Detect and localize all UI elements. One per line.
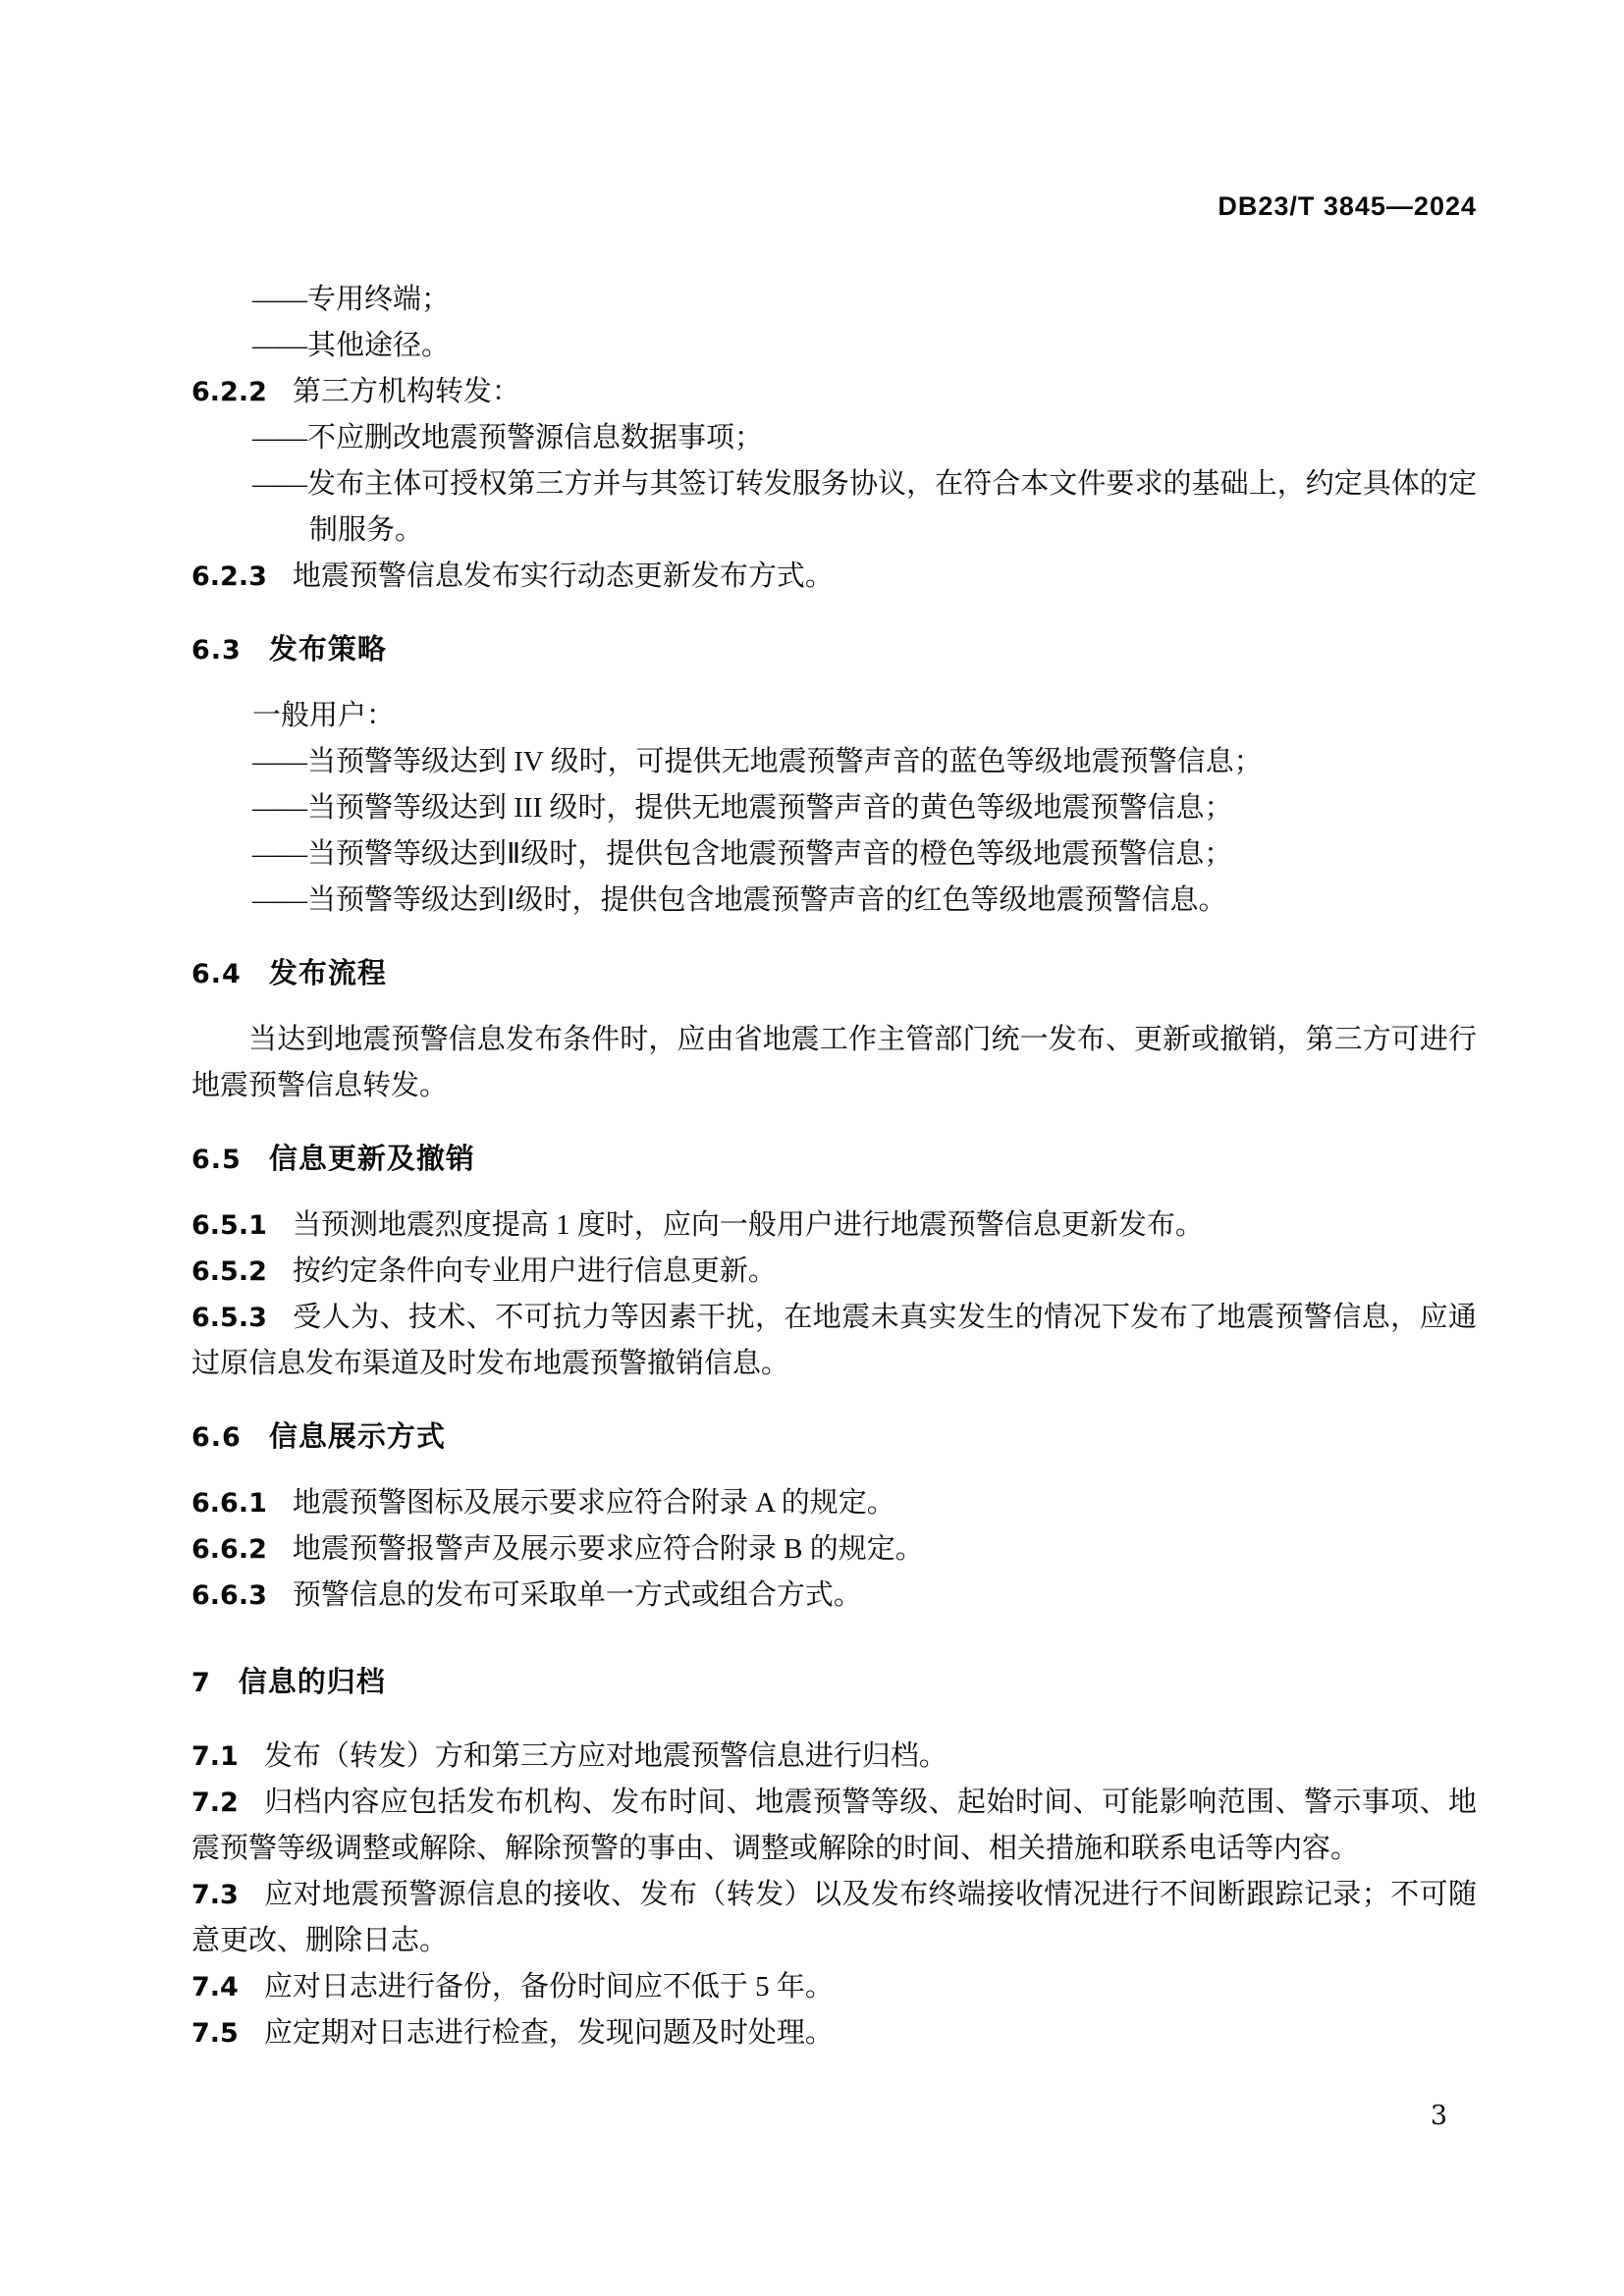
section-heading — [191, 1415, 1477, 1461]
clause-text: 应对日志进行备份，备份时间应不低于 5 年。 — [263, 1971, 834, 2002]
document-body — [191, 277, 1477, 2056]
clause-text: 受人为、技术、不可抗力等因素干扰，在地震未真实发生的情况下发布了地震预警信息，应通过原信息发布渠道及时发布地震预警撤销信息。 — [191, 1302, 1477, 1379]
clause-number: 6.5.1 — [191, 1210, 267, 1241]
heading-number: 6.5 — [191, 1145, 242, 1175]
section-heading — [191, 627, 1477, 673]
clause-number: 6.2.3 — [191, 561, 267, 592]
dash-marker: —— — [252, 792, 305, 824]
list-item-text: 当预警等级达到Ⅱ级时，提供包含地震预警声音的橙色等级地震预警信息； — [307, 838, 1233, 870]
clause — [191, 1573, 1477, 1619]
heading-text: 发布策略 — [268, 634, 387, 666]
list-item — [191, 415, 1477, 461]
clause-number: 7.1 — [191, 1741, 239, 1772]
clause-text: 当预测地震烈度提高 1 度时，应向一般用户进行地震预警信息更新发布。 — [292, 1209, 1204, 1241]
section-heading — [191, 1660, 1477, 1706]
list-intro-text: 一般用户： — [252, 700, 396, 731]
clause-text: 预警信息的发布可采取单一方式或组合方式。 — [292, 1579, 862, 1611]
clause-number: 7.3 — [191, 1880, 239, 1910]
dash-marker: —— — [252, 468, 305, 500]
section-heading — [191, 951, 1477, 997]
clause-number: 7.2 — [191, 1788, 239, 1818]
heading-text: 信息更新及撤销 — [268, 1144, 475, 1175]
list-item-text: 当预警等级达到 III 级时，提供无地震预警声音的黄色等级地震预警信息； — [307, 792, 1233, 824]
clause-text: 按约定条件向专业用户进行信息更新。 — [292, 1255, 777, 1287]
list-item — [191, 461, 1477, 554]
page-number: 3 — [1430, 2101, 1447, 2131]
clause-number: 6.2.2 — [191, 377, 267, 407]
paragraph — [191, 1017, 1477, 1109]
list-item — [191, 831, 1477, 878]
heading-text: 发布流程 — [268, 958, 387, 989]
clause-number: 7.5 — [191, 2018, 239, 2049]
list-intro — [191, 693, 1477, 739]
list-item — [191, 785, 1477, 831]
paragraph-text: 当达到地震预警信息发布条件时，应由省地震工作主管部门统一发布、更新或撤销，第三方可进行地震预警信息转发。 — [191, 1024, 1477, 1101]
clause — [191, 1964, 1477, 2010]
heading-number: 6.4 — [191, 959, 242, 989]
clause-number: 6.6.3 — [191, 1580, 267, 1611]
list-item-text: 发布主体可授权第三方并与其签订转发服务协议，在符合本文件要求的基础上，约定具体的定制服务。 — [307, 468, 1477, 546]
document-code: DB23/T 3845—2024 — [1218, 191, 1477, 221]
list-item-text: 不应删改地震预警源信息数据事项； — [307, 422, 764, 454]
section-heading — [191, 1137, 1477, 1183]
clause — [191, 1526, 1477, 1573]
heading-text: 信息的归档 — [238, 1667, 386, 1698]
clause — [191, 1872, 1477, 1964]
dash-marker: —— — [252, 838, 305, 870]
dash-marker: —— — [252, 746, 305, 777]
clause — [191, 369, 1477, 415]
dash-marker: —— — [252, 284, 305, 315]
heading-text: 信息展示方式 — [268, 1421, 446, 1453]
clause-number: 7.4 — [191, 1972, 239, 2002]
clause — [191, 1480, 1477, 1526]
clause-text: 地震预警图标及展示要求应符合附录 A 的规定。 — [292, 1487, 895, 1519]
clause-text: 地震预警信息发布实行动态更新发布方式。 — [292, 561, 834, 592]
heading-number: 6.3 — [191, 635, 242, 666]
list-item-text: 专用终端； — [307, 284, 451, 315]
dash-marker: —— — [252, 422, 305, 454]
clause — [191, 1734, 1477, 1780]
clause — [191, 2010, 1477, 2056]
heading-number: 7 — [191, 1668, 211, 1698]
clause-text: 归档内容应包括发布机构、发布时间、地震预警等级、起始时间、可能影响范围、警示事项、地震预警等级调整或解除、解除预警的事由、调整或解除的时间、相关措施和联系电话等内容。 — [191, 1787, 1477, 1864]
list-item-text: 其他途径。 — [307, 330, 451, 361]
list-item — [191, 878, 1477, 924]
clause-number: 6.6.1 — [191, 1488, 267, 1519]
clause-text: 应对地震预警源信息的接收、发布（转发）以及发布终端接收情况进行不间断跟踪记录；不可随意更改、删除日志。 — [191, 1879, 1477, 1956]
list-item — [191, 277, 1477, 323]
clause — [191, 1249, 1477, 1295]
clause-number: 6.5.3 — [191, 1303, 267, 1333]
dash-marker: —— — [252, 330, 305, 361]
clause-text: 地震预警报警声及展示要求应符合附录 B 的规定。 — [292, 1533, 924, 1565]
clause — [191, 554, 1477, 600]
heading-number: 6.6 — [191, 1422, 242, 1453]
clause-number: 6.5.2 — [191, 1256, 267, 1287]
clause-number: 6.6.2 — [191, 1534, 267, 1565]
clause-text: 应定期对日志进行检查，发现问题及时处理。 — [263, 2017, 834, 2049]
list-item — [191, 323, 1477, 369]
clause-text: 发布（转发）方和第三方应对地震预警信息进行归档。 — [263, 1740, 947, 1772]
clause-text: 第三方机构转发： — [292, 376, 520, 407]
list-item-text: 当预警等级达到Ⅰ级时，提供包含地震预警声音的红色等级地震预警信息。 — [307, 884, 1227, 916]
clause — [191, 1295, 1477, 1387]
list-item — [191, 739, 1477, 785]
clause — [191, 1780, 1477, 1872]
clause — [191, 1202, 1477, 1249]
list-item-text: 当预警等级达到 IV 级时，可提供无地震预警声音的蓝色等级地震预警信息； — [307, 746, 1263, 777]
dash-marker: —— — [252, 884, 305, 916]
